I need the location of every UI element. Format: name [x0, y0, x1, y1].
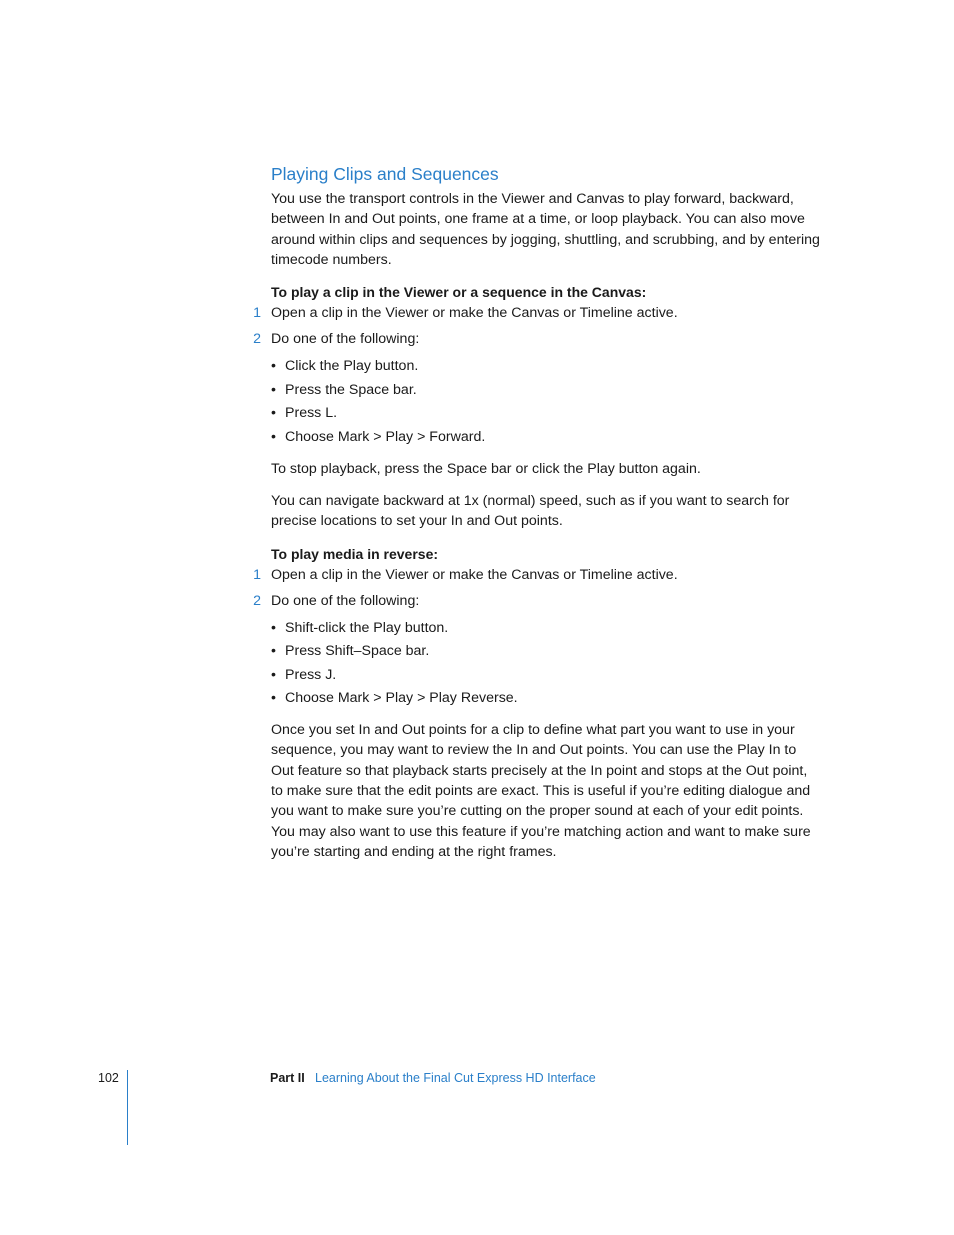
list-item: • Click the Play button. — [271, 358, 419, 375]
task-label-play-reverse: To play media in reverse: — [271, 545, 439, 562]
bullet-icon: • — [271, 381, 276, 398]
list-item: • Press the Space bar. — [271, 381, 417, 398]
step-text: Do one of the following: — [271, 592, 420, 609]
step-text: Open a clip in the Viewer or make the Canvas or Timeline active. — [271, 566, 678, 583]
step-item — [253, 329, 823, 349]
section-heading: Playing Clips and Sequences — [271, 164, 499, 184]
bullet-icon: • — [271, 643, 276, 660]
page-content — [253, 162, 823, 874]
bullet-icon: • — [271, 690, 276, 707]
list-item: • Choose Mark > Play > Forward. — [271, 428, 486, 445]
step-item — [253, 591, 823, 611]
footer-divider — [127, 1070, 128, 1145]
step-text: Do one of the following: — [271, 331, 420, 348]
play-in-to-out-paragraph: Once you set In and Out points for a clip to define what part you want to use in your sequence, you may want to review the In and Out points. You can use the Play In to Out feature so that playback starts precisely at the In point and stops at the Out point, to make sure that the edit points are exact. This is useful if you’re editing dialogue and you want to make sure you’re cutting on the proper sound at each of your edit points. You may also want to use this feature if you’re matching action and want to make sure you’re starting and ending at the right frames. — [271, 722, 811, 860]
navigate-backward-note: You can navigate backward at 1x (normal) speed, such as if you want to search for precise locations to set your In and Out points. — [271, 492, 790, 530]
list-item: • Press L. — [271, 405, 338, 422]
page-number: 102 — [98, 1071, 119, 1085]
step-number: 2 — [253, 592, 261, 609]
bullet-icon: • — [271, 619, 276, 636]
bullet-icon: • — [271, 666, 276, 683]
footer-part-label: Part II — [270, 1071, 305, 1085]
step-number: 1 — [253, 566, 261, 583]
step-item — [253, 303, 823, 323]
options-list — [271, 618, 823, 709]
list-item: • Press J. — [271, 666, 337, 683]
bullet-icon: • — [271, 358, 276, 375]
step-number: 1 — [253, 305, 261, 322]
bullet-icon: • — [271, 405, 276, 422]
step-item — [253, 565, 823, 585]
step-number: 2 — [253, 331, 261, 348]
list-item: • Press Shift–Space bar. — [271, 643, 430, 660]
step-text: Open a clip in the Viewer or make the Canvas or Timeline active. — [271, 305, 678, 322]
intro-paragraph: You use the transport controls in the Viewer and Canvas to play forward, backward, between In and Out points, one frame at a time, or loop playback. You can also move around within clips and sequences by jogging, shuttling, and scrubbing, and by entering timecode numbers. — [271, 191, 820, 268]
list-item: • Shift-click the Play button. — [271, 619, 449, 636]
list-item: • Choose Mark > Play > Play Reverse. — [271, 690, 518, 707]
options-list — [271, 356, 823, 447]
task-label-play-forward: To play a clip in the Viewer or a sequence in the Canvas: — [271, 284, 647, 301]
bullet-icon: • — [271, 428, 276, 445]
stop-playback-note: To stop playback, press the Space bar or click the Play button again. — [271, 460, 701, 477]
footer-part-title: Learning About the Final Cut Express HD Interface — [315, 1071, 596, 1085]
